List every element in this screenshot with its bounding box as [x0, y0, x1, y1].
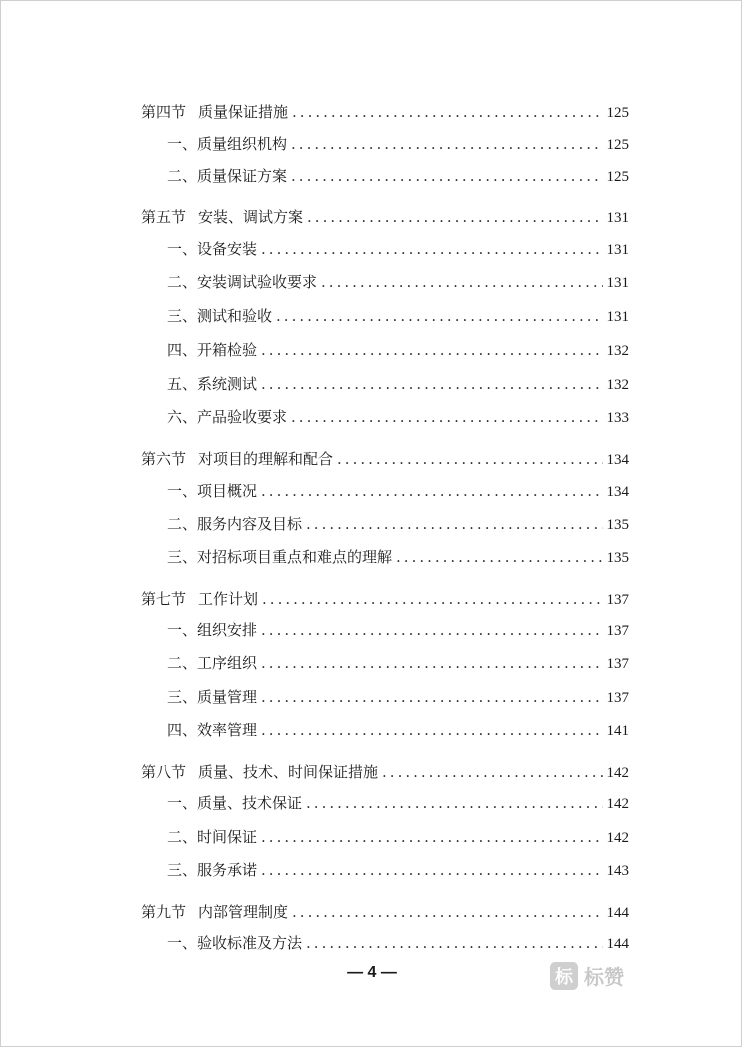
toc-title: 质量组织机构	[197, 135, 288, 153]
toc-number: 第四节	[141, 103, 187, 121]
toc-number: 第七节	[141, 590, 187, 608]
toc-number: 二、	[167, 515, 198, 533]
toc-title: 效率管理	[197, 721, 258, 739]
toc-page-number: 134	[606, 484, 629, 500]
toc-page-number: 137	[606, 656, 629, 672]
toc-page-number: 132	[606, 343, 629, 359]
toc-number: 一、	[167, 794, 198, 812]
toc-entry[interactable]	[167, 270, 629, 294]
toc-entry[interactable]	[167, 405, 629, 429]
dot-leader	[292, 900, 602, 924]
dot-leader	[261, 479, 602, 503]
toc-page-number: 142	[606, 830, 629, 846]
toc-entry[interactable]	[167, 931, 629, 955]
toc-entry[interactable]	[167, 651, 629, 675]
toc-entry[interactable]	[141, 447, 629, 471]
dot-leader	[261, 651, 602, 675]
toc-title: 质量保证方案	[197, 167, 288, 185]
toc-page-number: 131	[606, 242, 629, 258]
toc-number: 三、	[167, 861, 198, 879]
toc-entry[interactable]	[167, 791, 629, 815]
dot-leader	[292, 100, 602, 124]
page-number-footer: — 4 —	[347, 964, 397, 981]
toc-entry[interactable]	[167, 479, 629, 503]
toc-title: 系统测试	[197, 375, 258, 393]
toc-entry[interactable]	[167, 685, 629, 709]
toc-number: 四、	[167, 721, 198, 739]
toc-title: 开箱检验	[197, 341, 258, 359]
toc-number: 三、	[167, 307, 198, 325]
dot-leader	[276, 304, 602, 328]
toc-page-number: 135	[606, 550, 629, 566]
toc-page-number: 125	[606, 169, 629, 185]
toc-title: 质量、技术保证	[197, 794, 303, 812]
dot-leader	[396, 545, 602, 569]
toc-page-number: 143	[606, 863, 629, 879]
dot-leader	[321, 270, 602, 294]
toc-page-number: 134	[606, 452, 629, 468]
toc-page-number: 137	[606, 690, 629, 706]
toc-title: 安装调试验收要求	[197, 273, 318, 291]
toc-number: 一、	[167, 482, 198, 500]
dot-leader	[306, 512, 602, 536]
toc-entry[interactable]	[167, 545, 629, 569]
toc-title: 安装、调试方案	[198, 208, 304, 226]
toc-page-number: 131	[606, 275, 629, 291]
toc-page-number: 141	[606, 723, 629, 739]
toc-title: 对招标项目重点和难点的理解	[197, 548, 393, 566]
toc-title: 质量保证措施	[198, 103, 289, 121]
brand-icon: 标	[550, 962, 578, 990]
toc-title: 设备安装	[197, 240, 258, 258]
toc-number: 二、	[167, 828, 198, 846]
dot-leader	[262, 587, 602, 611]
toc-entry[interactable]	[141, 100, 629, 124]
toc-entry[interactable]	[167, 512, 629, 536]
dot-leader	[337, 447, 602, 471]
toc-entry[interactable]	[167, 338, 629, 362]
toc-number: 五、	[167, 375, 198, 393]
toc-page-number: 144	[606, 936, 629, 952]
dot-leader	[261, 718, 602, 742]
toc-number: 二、	[167, 273, 198, 291]
dot-leader	[291, 405, 602, 429]
toc-page-number: 142	[606, 796, 629, 812]
dot-leader	[291, 132, 602, 156]
toc-page-number: 135	[606, 517, 629, 533]
toc-number: 二、	[167, 167, 198, 185]
toc-page-number: 133	[606, 410, 629, 426]
toc-page-number: 137	[606, 592, 629, 608]
toc-title: 产品验收要求	[197, 408, 288, 426]
toc-entry[interactable]	[141, 587, 629, 611]
toc-title: 工作计划	[198, 590, 259, 608]
toc-page-number: 131	[606, 210, 629, 226]
toc-number: 四、	[167, 341, 198, 359]
dot-leader	[261, 825, 602, 849]
toc-number: 一、	[167, 135, 198, 153]
toc-number: 第六节	[141, 450, 187, 468]
toc-entry[interactable]	[167, 237, 629, 261]
dot-leader	[382, 760, 602, 784]
toc-number: 第九节	[141, 903, 187, 921]
toc-number: 一、	[167, 240, 198, 258]
toc-number: 第八节	[141, 763, 187, 781]
toc-number: 六、	[167, 408, 198, 426]
toc-entry[interactable]	[141, 760, 629, 784]
toc-page-number: 125	[606, 137, 629, 153]
toc-entry[interactable]	[141, 900, 629, 924]
dot-leader	[261, 338, 602, 362]
toc-number: 二、	[167, 654, 198, 672]
toc-title: 内部管理制度	[198, 903, 289, 921]
toc-entry[interactable]	[167, 618, 629, 642]
dot-leader	[306, 931, 602, 955]
toc-title: 服务承诺	[197, 861, 258, 879]
dot-leader	[291, 164, 602, 188]
watermark-text: 标赞	[584, 965, 624, 989]
toc-number: 三、	[167, 688, 198, 706]
toc-entry[interactable]	[141, 205, 629, 229]
toc-entry[interactable]	[167, 718, 629, 742]
dot-leader	[261, 237, 602, 261]
toc-title: 时间保证	[197, 828, 258, 846]
toc-entry[interactable]	[167, 372, 629, 396]
dot-leader	[261, 858, 602, 882]
toc-title: 工序组织	[197, 654, 258, 672]
dot-leader	[261, 685, 602, 709]
toc-title: 质量、技术、时间保证措施	[198, 763, 379, 781]
toc-title: 组织安排	[197, 621, 258, 639]
toc-title: 测试和验收	[197, 307, 273, 325]
toc-page-number: 125	[606, 105, 629, 121]
toc-entry[interactable]	[167, 858, 629, 882]
toc-title: 对项目的理解和配合	[198, 450, 334, 468]
dot-leader	[261, 618, 602, 642]
dot-leader	[307, 205, 602, 229]
toc-title: 验收标准及方法	[197, 934, 303, 952]
toc-entry[interactable]	[167, 132, 629, 156]
toc-number: 三、	[167, 548, 198, 566]
toc-number: 一、	[167, 934, 198, 952]
toc-title: 项目概况	[197, 482, 258, 500]
toc-entry[interactable]	[167, 825, 629, 849]
dot-leader	[261, 372, 602, 396]
toc-page-number: 144	[606, 905, 629, 921]
toc-number: 一、	[167, 621, 198, 639]
toc-entry[interactable]	[167, 164, 629, 188]
toc-number: 第五节	[141, 208, 187, 226]
toc-page-number: 142	[606, 765, 629, 781]
toc-page-number: 137	[606, 623, 629, 639]
toc-title: 质量管理	[197, 688, 258, 706]
watermark-logo	[550, 961, 624, 990]
toc-title: 服务内容及目标	[197, 515, 303, 533]
toc-page-number: 131	[606, 309, 629, 325]
toc-page-number: 132	[606, 377, 629, 393]
dot-leader	[306, 791, 602, 815]
toc-entry[interactable]	[167, 304, 629, 328]
